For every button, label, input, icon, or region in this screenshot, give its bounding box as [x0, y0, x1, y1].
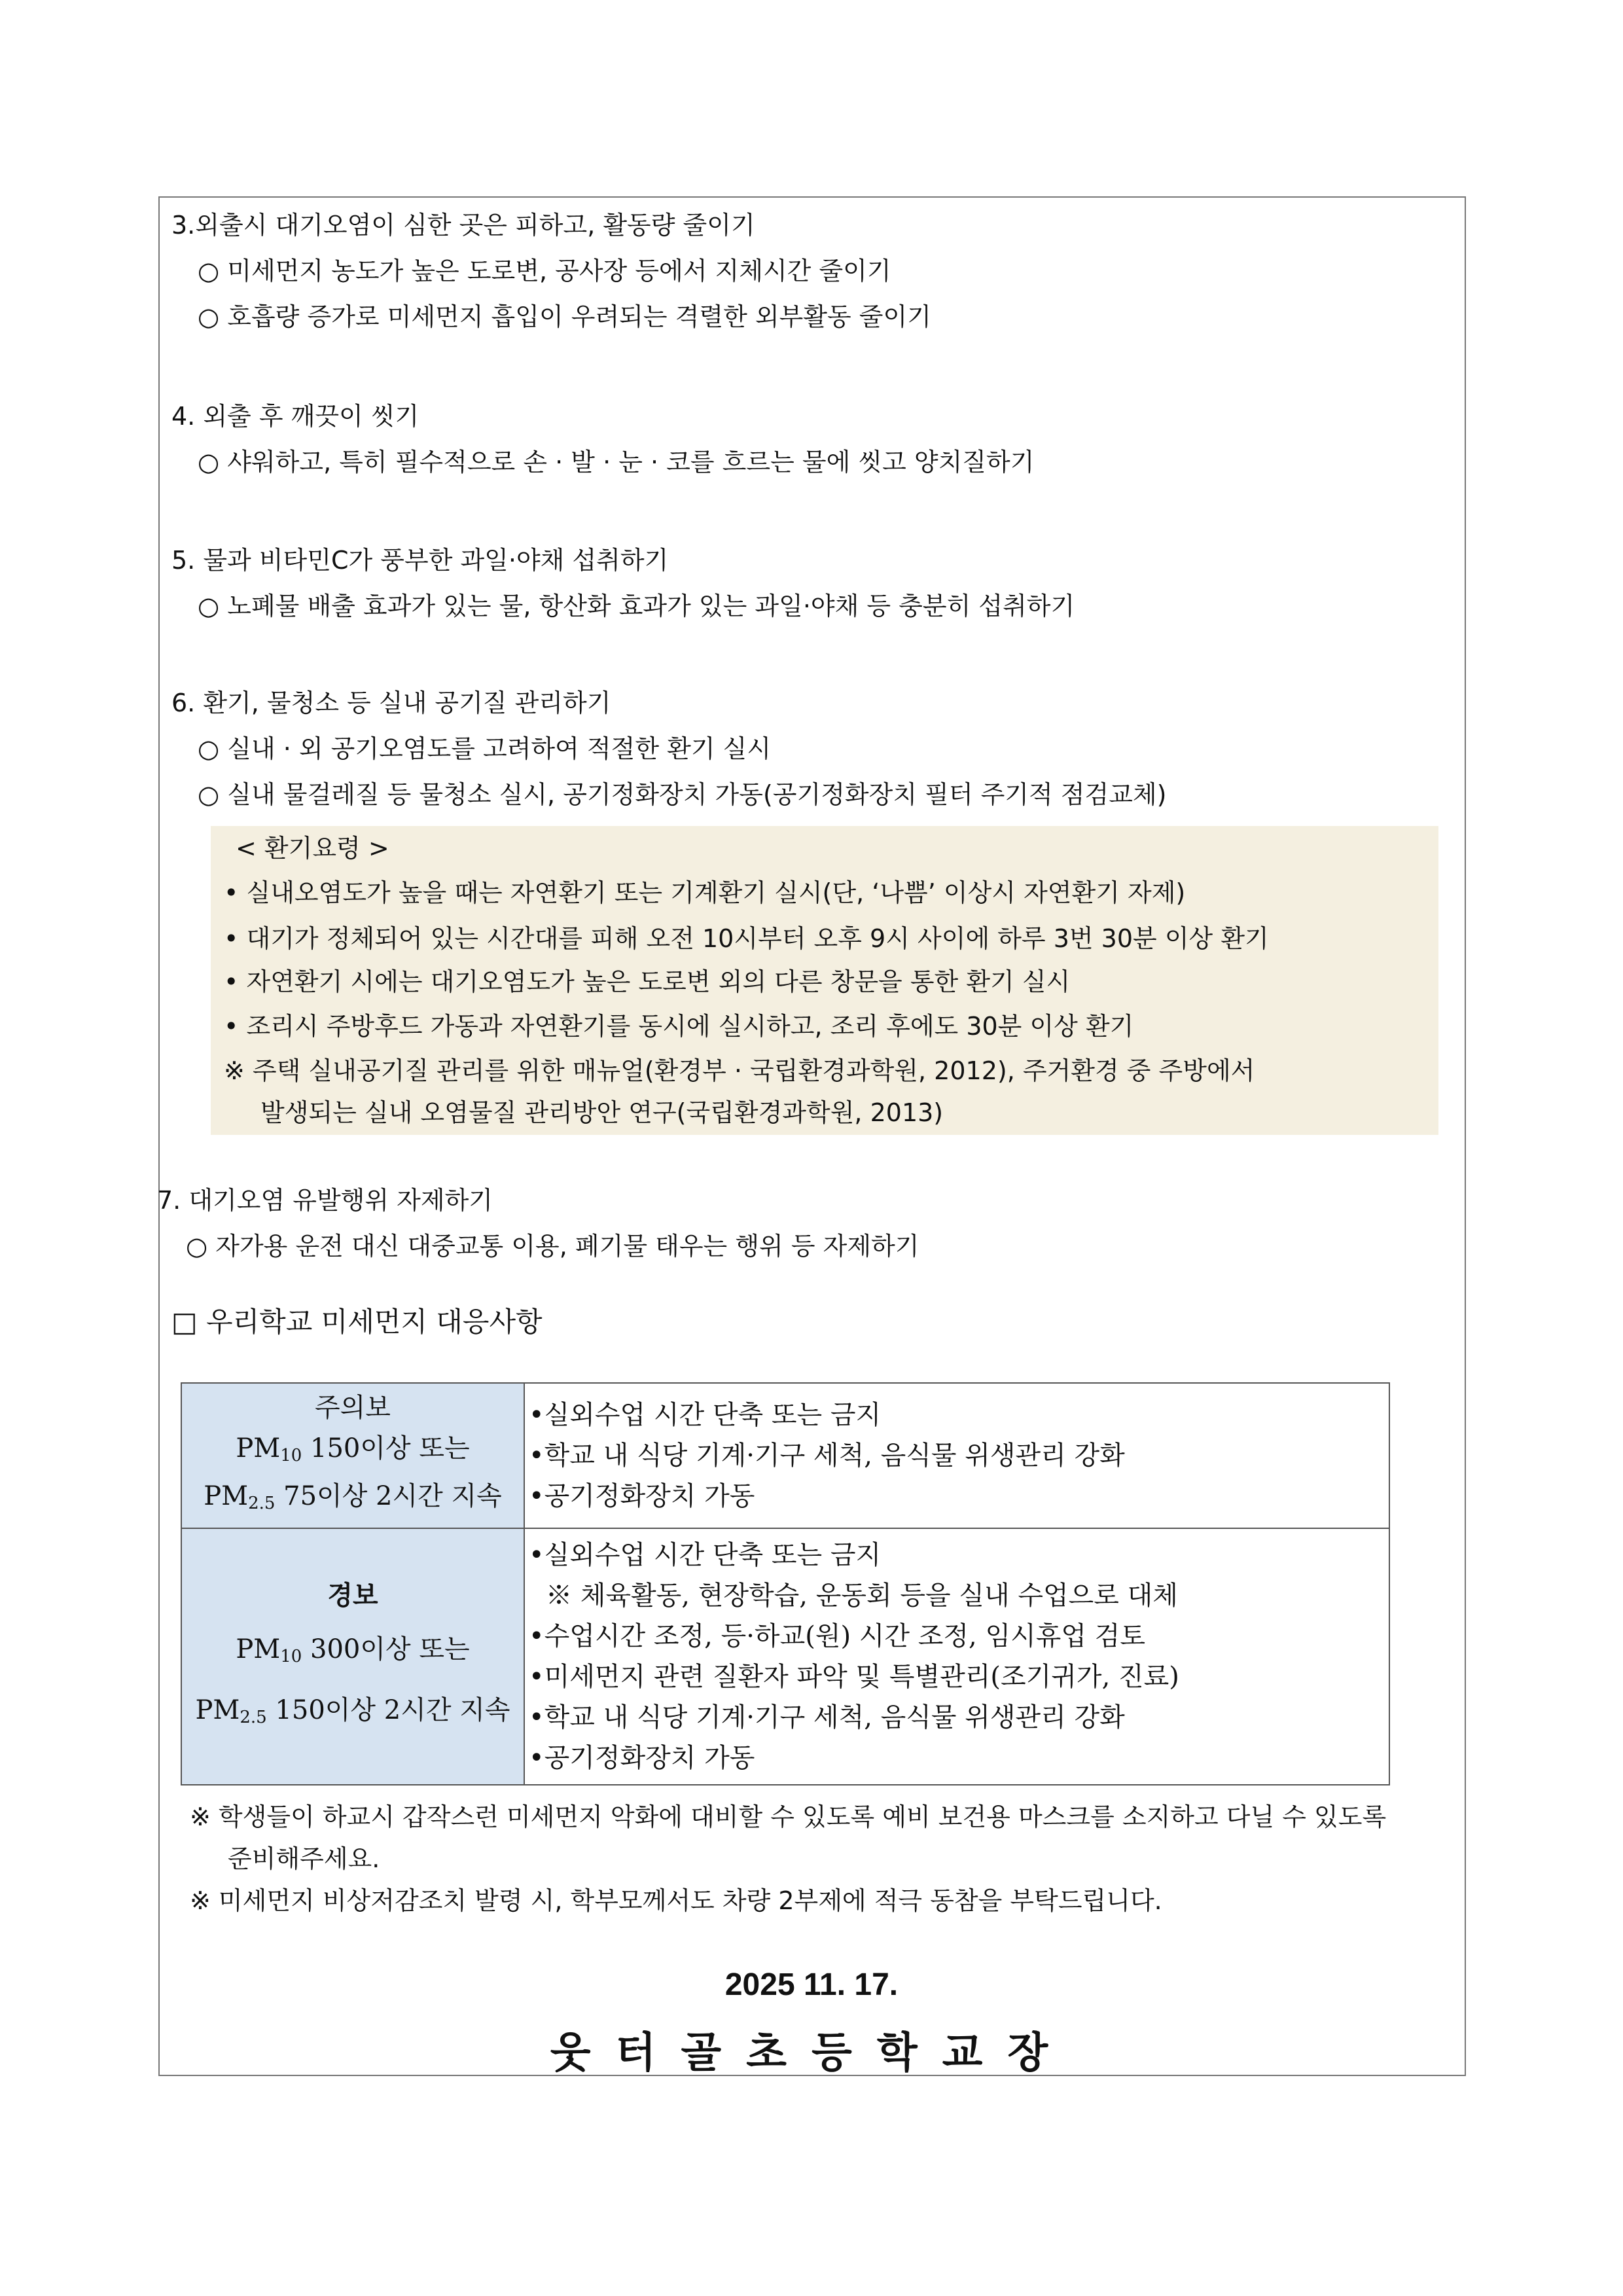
warning-action-2: ※ 체육활동, 현장학습, 운동회 등을 실내 수업으로 대체 — [546, 1581, 1178, 1611]
ventilation-title: < 환기요령 > — [236, 834, 389, 863]
section-3-heading: 3.외출시 대기오염이 심한 곳은 피하고, 활동량 줄이기 — [171, 211, 755, 240]
ventilation-bullet-1: • 실내오염도가 높을 때는 자연환기 또는 기계환기 실시(단, ‘나쁨’ 이상시 자연환기 자제) — [224, 878, 1186, 907]
warning-action-1: •실외수업 시간 단축 또는 금지 — [529, 1540, 882, 1570]
advisory-action-2: •학교 내 식당 기계·기구 세척, 음식물 위생관리 강화 — [529, 1441, 1125, 1471]
section-6-heading: 6. 환기, 물청소 등 실내 공기질 관리하기 — [171, 689, 611, 717]
warning-action-5: •학교 내 식당 기계·기구 세척, 음식물 위생관리 강화 — [529, 1702, 1125, 1732]
ventilation-bullet-4: • 조리시 주방후드 가동과 자연환기를 동시에 실시하고, 조리 후에도 30분 이상 환기 — [224, 1012, 1134, 1041]
ventilation-bullet-3: • 자연환기 시에는 대기오염도가 높은 도로변 외의 다른 창문을 통한 환기 실시 — [224, 967, 1071, 996]
section-6-item-2: ○ 실내 물걸레질 등 물청소 실시, 공기정화장치 가동(공기정화장치 필터 주기적 점검교체) — [198, 780, 1167, 809]
advisory-pm10: $PM_{10}$ 150이상 또는 — [236, 1433, 470, 1465]
advisory-actions-cell — [524, 1383, 1389, 1528]
section-7-heading: 7. 대기오염 유발행위 자제하기 — [157, 1186, 493, 1215]
advisory-action-3: •공기정화장치 가동 — [529, 1481, 755, 1511]
warning-action-4: •미세먼지 관련 질환자 파악 및 특별관리(조기귀가, 진료) — [529, 1662, 1179, 1692]
note-2: ※ 미세먼지 비상저감조치 발령 시, 학부모께서도 차량 2부제에 적극 동참을 부탁드립니다. — [190, 1886, 1162, 1915]
school-response-heading: □ 우리학교 미세먼지 대응사항 — [171, 1306, 543, 1338]
warning-action-3: •수업시간 조정, 등·하교(원) 시간 조정, 임시휴업 검토 — [529, 1621, 1146, 1651]
warning-level-cell — [181, 1528, 524, 1785]
advisory-pm25: $PM_{2.5}$ 75이상 2시간 지속 — [204, 1481, 502, 1513]
warning-actions-cell — [524, 1528, 1389, 1785]
warning-pm10: $PM_{10}$ 300이상 또는 — [236, 1634, 470, 1666]
section-4-heading: 4. 외출 후 깨끗이 씻기 — [171, 402, 419, 431]
ventilation-bullet-2: • 대기가 정체되어 있는 시간대를 피해 오전 10시부터 오후 9시 사이에 하루 3번 30분 이상 환기 — [224, 924, 1269, 953]
warning-pm25: $PM_{2.5}$ 150이상 2시간 지속 — [195, 1695, 510, 1727]
section-4-item-1: ○ 샤워하고, 특히 필수적으로 손 · 발 · 눈 · 코를 흐르는 물에 씻고 양치질하기 — [198, 448, 1035, 476]
advisory-row — [181, 1383, 1389, 1528]
section-6-item-1: ○ 실내 · 외 공기오염도를 고려하여 적절한 환기 실시 — [198, 734, 772, 763]
ventilation-note-1: ※ 주택 실내공기질 관리를 위한 매뉴얼(환경부 · 국립환경과학원, 2012), 주거환경 중 주방에서 — [224, 1056, 1255, 1085]
advisory-level-cell — [181, 1383, 524, 1528]
warning-action-6: •공기정화장치 가동 — [529, 1743, 755, 1773]
ventilation-guide-box — [211, 826, 1438, 1135]
note-1-cont: 준비해주세요. — [228, 1844, 380, 1873]
section-5-heading: 5. 물과 비타민C가 풍부한 과일·야채 섭취하기 — [171, 546, 669, 575]
principal-signature: 웃터골초등학교장 — [550, 2029, 1073, 2077]
section-3-item-2: ○ 호흡량 증가로 미세먼지 흡입이 우려되는 격렬한 외부활동 줄이기 — [198, 302, 931, 331]
section-3-item-1: ○ 미세먼지 농도가 높은 도로변, 공사장 등에서 지체시간 줄이기 — [198, 257, 891, 285]
note-1: ※ 학생들이 하교시 갑작스런 미세먼지 악화에 대비할 수 있도록 예비 보건용 마스크를 소지하고 다닐 수 있도록 — [190, 1803, 1387, 1831]
response-table — [181, 1382, 1390, 1785]
advisory-title: 주의보 — [315, 1393, 391, 1423]
section-5-item-1: ○ 노폐물 배출 효과가 있는 물, 항산화 효과가 있는 과일·야채 등 충분히 섭취하기 — [198, 592, 1075, 620]
document-frame — [158, 196, 1466, 2076]
warning-title: 경보 — [327, 1580, 378, 1611]
document-date: 2025 11. 17. — [724, 1967, 899, 2002]
section-7-item-1: ○ 자가용 운전 대신 대중교통 이용, 폐기물 태우는 행위 등 자제하기 — [186, 1232, 919, 1261]
warning-row — [181, 1528, 1389, 1785]
ventilation-note-2: 발생되는 실내 오염물질 관리방안 연구(국립환경과학원, 2013) — [260, 1098, 944, 1127]
advisory-action-1: •실외수업 시간 단축 또는 금지 — [529, 1400, 882, 1430]
